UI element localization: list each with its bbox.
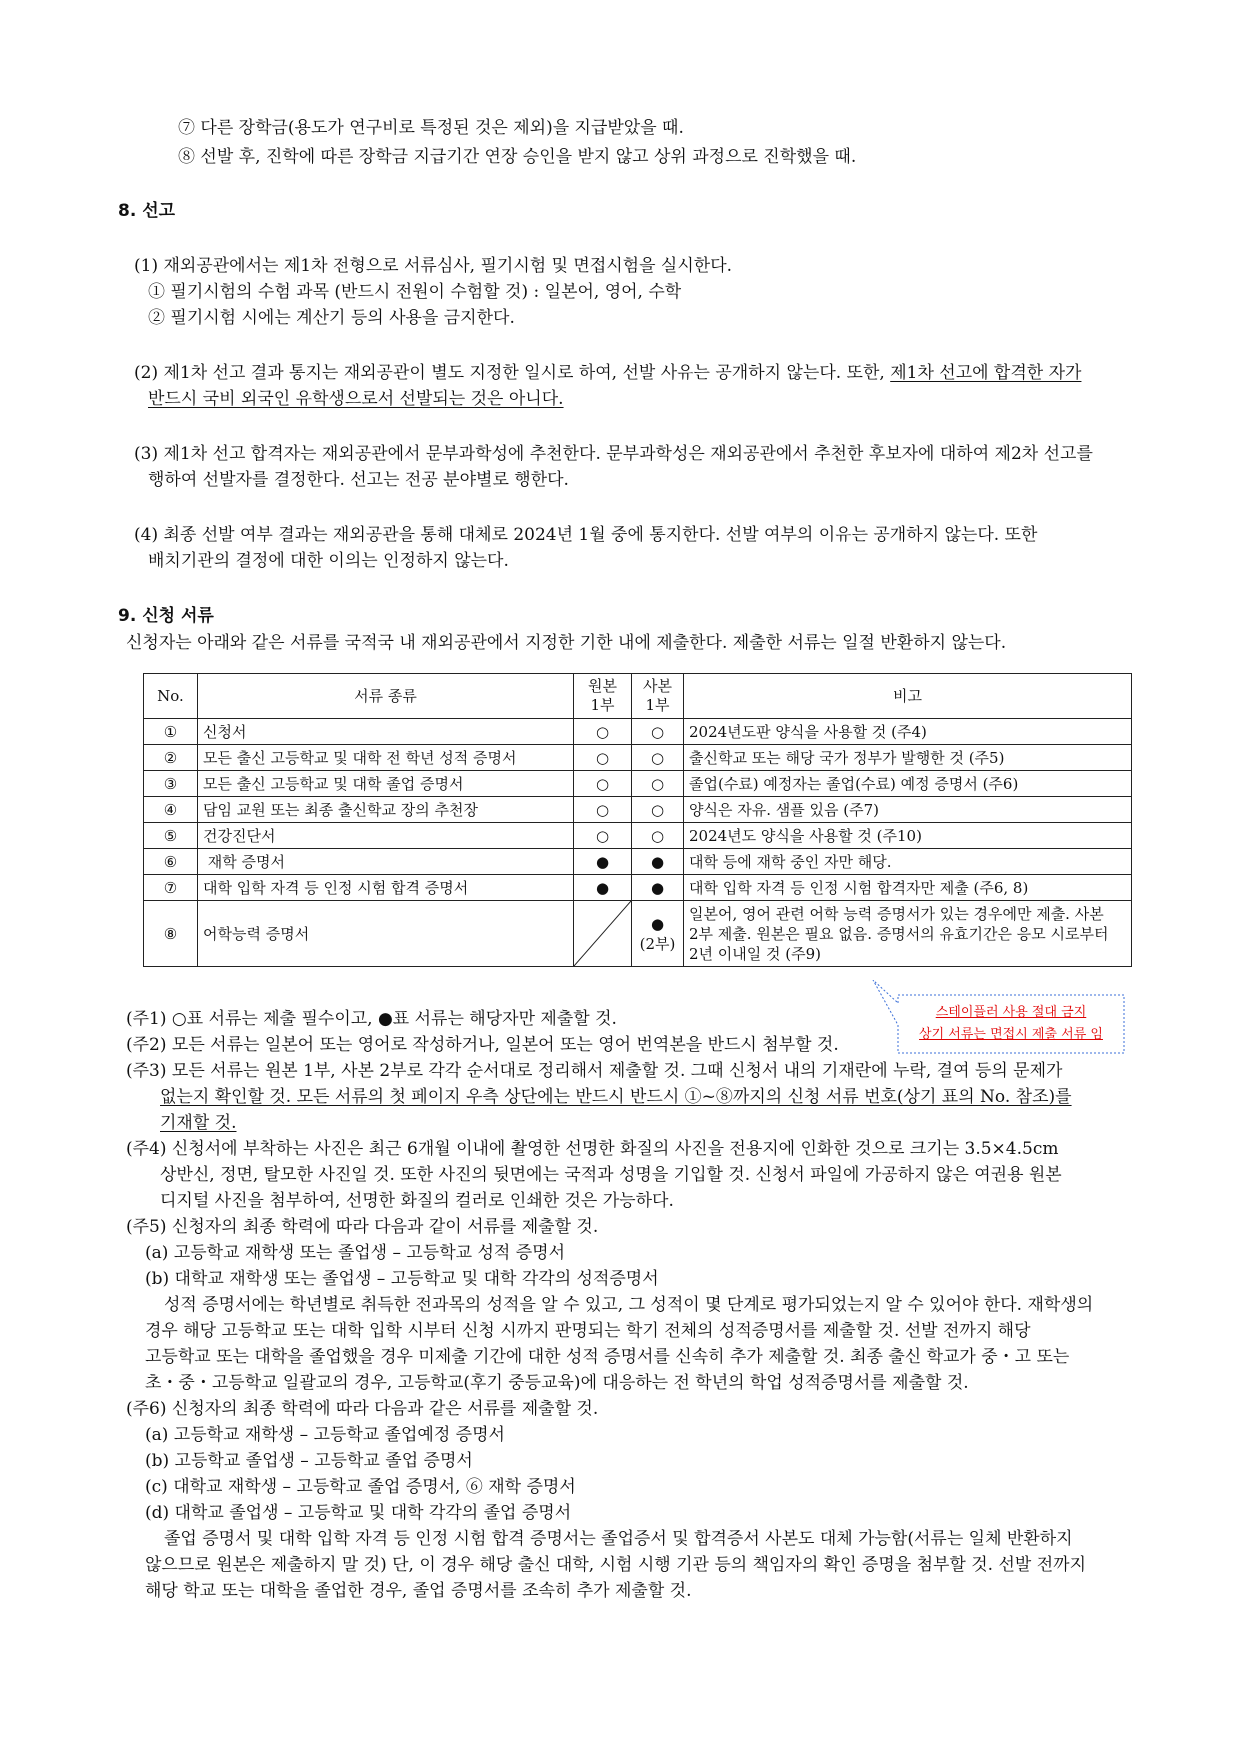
- row-remark: 대학 등에 재학 중인 자만 해당.: [684, 849, 1132, 875]
- table-header-row: [144, 674, 1132, 719]
- header-copy: 사본 1부: [632, 674, 684, 719]
- row-doc: 모든 출신 고등학교 및 대학 졸업 증명서: [198, 771, 574, 797]
- note-5-paragraph-line-3: 고등학교 또는 대학을 졸업했을 경우 미제출 기간에 대한 성적 증명서를 신속히 추가 제출할 것. 최종 출신 학교가 중・고 또는: [145, 1347, 1070, 1367]
- row-copy-mark: ○: [632, 797, 684, 823]
- row-doc: 신청서: [198, 719, 574, 745]
- documents-table: [143, 673, 1132, 967]
- table-row: [144, 745, 1132, 771]
- s9-intro: 신청자는 아래와 같은 서류를 국적국 내 재외공관에서 지정한 기한 내에 제출한다. 제출한 서류는 일절 반환하지 않는다.: [126, 633, 1007, 653]
- header-original: 원본 1부: [574, 674, 632, 719]
- note-4-line-2: 상반신, 정면, 탈모한 사진일 것. 또한 사진의 뒷면에는 국적과 성명을 기입할 것. 신청서 파일에 가공하지 않은 여권용 원본: [160, 1165, 1062, 1185]
- diagonal-slash-icon: [574, 901, 631, 966]
- remark-line-2: 2부 제출. 원본은 필요 없음. 증명서의 유효기간은 응모 시로부터: [689, 924, 1109, 943]
- table-row: [144, 719, 1132, 745]
- row-no: ⑥: [144, 849, 198, 875]
- row-original-mark: ○: [574, 719, 632, 745]
- row-copy-mark: ○: [632, 745, 684, 771]
- note-5: (주5) 신청자의 최종 학력에 따라 다음과 같이 서류를 제출할 것.: [126, 1217, 599, 1237]
- row-remark: 2024년도판 양식을 사용할 것 (주4): [684, 719, 1132, 745]
- s8-paragraph-3-line-2: 행하여 선발자를 결정한다. 선고는 전공 분야별로 행한다.: [148, 470, 569, 490]
- table-row: [144, 797, 1132, 823]
- s8-paragraph-4-line-1: (4) 최종 선발 여부 결과는 재외공관을 통해 대체로 2024년 1월 중에 통지한다. 선발 여부의 이유는 공개하지 않는다. 또한: [134, 525, 1038, 545]
- row-original-mark: ○: [574, 797, 632, 823]
- s8-paragraph-4-line-2: 배치기관의 결정에 대한 이의는 인정하지 않는다.: [148, 551, 509, 571]
- row-no: ⑦: [144, 875, 198, 901]
- row-doc: 담임 교원 또는 최종 출신학교 장의 추천장: [198, 797, 574, 823]
- row-doc: 재학 증명서: [198, 849, 574, 875]
- copy-mark: ●: [650, 914, 665, 933]
- row-copy-mark: ○: [632, 719, 684, 745]
- note-4-line-1: (주4) 신청서에 부착하는 사진은 최근 6개월 이내에 촬영한 선명한 화질의 사진을 전용지에 인화한 것으로 크기는 3.5×4.5cm: [126, 1139, 1059, 1159]
- header-remarks: 비고: [684, 674, 1132, 719]
- row-no: ⑤: [144, 823, 198, 849]
- row-remark: 양식은 자유. 샘플 있음 (주7): [684, 797, 1132, 823]
- row-doc: 모든 출신 고등학교 및 대학 전 학년 성적 증명서: [198, 745, 574, 771]
- s8-paragraph-3-line-1: (3) 제1차 선고 합격자는 재외공관에서 문부과학성에 추천한다. 문부과학성은 재외공관에서 추천한 후보자에 대하여 제2차 선고를: [134, 444, 1093, 464]
- note-5-paragraph-line-4: 초・중・고등학교 일괄교의 경우, 고등학교(후기 중등교육)에 대응하는 전 학년의 학업 성적증명서를 제출할 것.: [145, 1373, 969, 1393]
- note-2: (주2) 모든 서류는 일본어 또는 영어로 작성하거나, 일본어 또는 영어 번역본을 반드시 첨부할 것.: [126, 1035, 839, 1055]
- note-1: (주1) ○표 서류는 제출 필수이고, ●표 서류는 해당자만 제출할 것.: [126, 1009, 617, 1029]
- row-original-mark: ○: [574, 823, 632, 849]
- row-no: ②: [144, 745, 198, 771]
- section-8-title: 8. 선고: [118, 201, 176, 221]
- s8-paragraph-1-b: ② 필기시험 시에는 계산기 등의 사용을 금지한다.: [148, 308, 515, 328]
- callout-text: [898, 995, 1124, 1053]
- s8-paragraph-1-a: ① 필기시험의 수험 과목 (반드시 전원이 수험할 것) : 일본어, 영어, 수학: [148, 282, 682, 302]
- copy-count-note: (2부): [639, 934, 676, 953]
- s8-paragraph-1: (1) 재외공관에서는 제1차 전형으로 서류심사, 필기시험 및 면접시험을 실시한다.: [134, 256, 733, 276]
- row-remark: 출신학교 또는 해당 국가 정부가 발행한 것 (주5): [684, 745, 1132, 771]
- callout-line-1: 스테이플러 사용 절대 금지: [935, 1005, 1087, 1020]
- callout-line-2: 상기 서류는 면접시 제출 서류 임: [919, 1027, 1103, 1042]
- note-6-paragraph-line-3: 해당 학교 또는 대학을 졸업한 경우, 졸업 증명서를 조속히 추가 제출할 것.: [145, 1581, 692, 1601]
- remark-line-3: 2년 이내일 것 (주9): [689, 944, 822, 963]
- note-6-paragraph-line-2: 않으므로 원본은 제출하지 말 것) 단, 이 경우 해당 출신 대학, 시험 시행 기관 등의 책임자의 확인 증명을 첨부할 것. 선발 전까지: [145, 1555, 1087, 1575]
- row-doc: 대학 입학 자격 등 인정 시험 합격 증명서: [198, 875, 574, 901]
- row-doc: 어학능력 증명서: [198, 901, 574, 967]
- header-no: No.: [144, 674, 198, 719]
- note-6: (주6) 신청자의 최종 학력에 따라 다음과 같은 서류를 제출할 것.: [126, 1399, 599, 1419]
- note-6-d: (d) 대학교 졸업생 – 고등학교 및 대학 각각의 졸업 증명서: [145, 1503, 572, 1523]
- s8-p2-text: (2) 제1차 선고 결과 통지는 재외공관이 별도 지정한 일시로 하여, 선발 사유는 공개하지 않는다. 또한,: [134, 363, 891, 383]
- note-5-paragraph-line-1: 성적 증명서에는 학년별로 취득한 전과목의 성적을 알 수 있고, 그 성적이 몇 단계로 평가되었는지 알 수 있어야 한다. 재학생의: [164, 1295, 1094, 1315]
- note-3-line-3: 기재할 것.: [160, 1113, 237, 1133]
- row-remark: 2024년도 양식을 사용할 것 (주10): [684, 823, 1132, 849]
- header-doc-type: 서류 종류: [198, 674, 574, 719]
- row-copy-mark: ●: [632, 875, 684, 901]
- row-no: ③: [144, 771, 198, 797]
- note-5-a: (a) 고등학교 재학생 또는 졸업생 – 고등학교 성적 증명서: [145, 1243, 565, 1263]
- row-original-mark: ●: [574, 875, 632, 901]
- row-copy-mark: [632, 901, 684, 967]
- row-original-not-required: [574, 901, 632, 967]
- table-row: [144, 901, 1132, 967]
- row-original-mark: ○: [574, 771, 632, 797]
- note-4-line-3: 디지털 사진을 첨부하여, 선명한 화질의 컬러로 인쇄한 것은 가능하다.: [160, 1191, 674, 1211]
- note-5-paragraph-line-2: 경우 해당 고등학교 또는 대학 입학 시부터 신청 시까지 판명되는 학기 전체의 성적증명서를 제출할 것. 선발 전까지 해당: [145, 1321, 1031, 1341]
- table-row: [144, 771, 1132, 797]
- note-6-a: (a) 고등학교 재학생 – 고등학교 졸업예정 증명서: [145, 1425, 505, 1445]
- s8-p2-underlined: 제1차 선고에 합격한 자가: [890, 363, 1082, 383]
- row-no: ④: [144, 797, 198, 823]
- note-3-line-1: (주3) 모든 서류는 원본 1부, 사본 2부로 각각 순서대로 정리해서 제출할 것. 그때 신청서 내의 기재란에 누락, 결여 등의 문제가: [126, 1061, 1063, 1081]
- row-copy-mark: ○: [632, 771, 684, 797]
- s8-paragraph-2-line-1: [134, 362, 1081, 384]
- row-remark: 졸업(수료) 예정자는 졸업(수료) 예정 증명서 (주6): [684, 771, 1132, 797]
- note-5-b: (b) 대학교 재학생 또는 졸업생 – 고등학교 및 대학 각각의 성적증명서: [145, 1269, 659, 1289]
- row-remark: [684, 901, 1132, 967]
- s8-paragraph-2-line-2: 반드시 국비 외국인 유학생으로서 선발되는 것은 아니다.: [148, 389, 564, 409]
- ineligibility-item-8: ⑧ 선발 후, 진학에 따른 장학금 지급기간 연장 승인을 받지 않고 상위 과정으로 진학했을 때.: [178, 147, 857, 167]
- stapler-warning-callout: [898, 995, 1124, 1053]
- row-original-mark: ●: [574, 849, 632, 875]
- table-row: [144, 823, 1132, 849]
- note-6-c: (c) 대학교 재학생 – 고등학교 졸업 증명서, ⑥ 재학 증명서: [145, 1477, 576, 1497]
- row-original-mark: ○: [574, 745, 632, 771]
- row-copy-mark: ●: [632, 849, 684, 875]
- row-remark: 대학 입학 자격 등 인정 시험 합격자만 제출 (주6, 8): [684, 875, 1132, 901]
- remark-line-1: 일본어, 영어 관련 어학 능력 증명서가 있는 경우에만 제출. 사본: [689, 904, 1104, 923]
- table-row: [144, 849, 1132, 875]
- table-row: [144, 875, 1132, 901]
- note-6-paragraph-line-1: 졸업 증명서 및 대학 입학 자격 등 인정 시험 합격 증명서는 졸업증서 및 합격증서 사본도 대체 가능함(서류는 일체 반환하지: [164, 1529, 1073, 1549]
- row-doc: 건강진단서: [198, 823, 574, 849]
- note-3-line-2: 없는지 확인할 것. 모든 서류의 첫 페이지 우측 상단에는 반드시 반드시 ①~⑧까지의 신청 서류 번호(상기 표의 No. 참조)를: [160, 1087, 1072, 1107]
- row-no: ①: [144, 719, 198, 745]
- ineligibility-item-7: ⑦ 다른 장학금(용도가 연구비로 특정된 것은 제외)을 지급받았을 때.: [178, 118, 684, 138]
- row-copy-mark: ○: [632, 823, 684, 849]
- note-6-b: (b) 고등학교 졸업생 – 고등학교 졸업 증명서: [145, 1451, 473, 1471]
- section-9-title: 9. 신청 서류: [118, 606, 214, 626]
- row-no: ⑧: [144, 901, 198, 967]
